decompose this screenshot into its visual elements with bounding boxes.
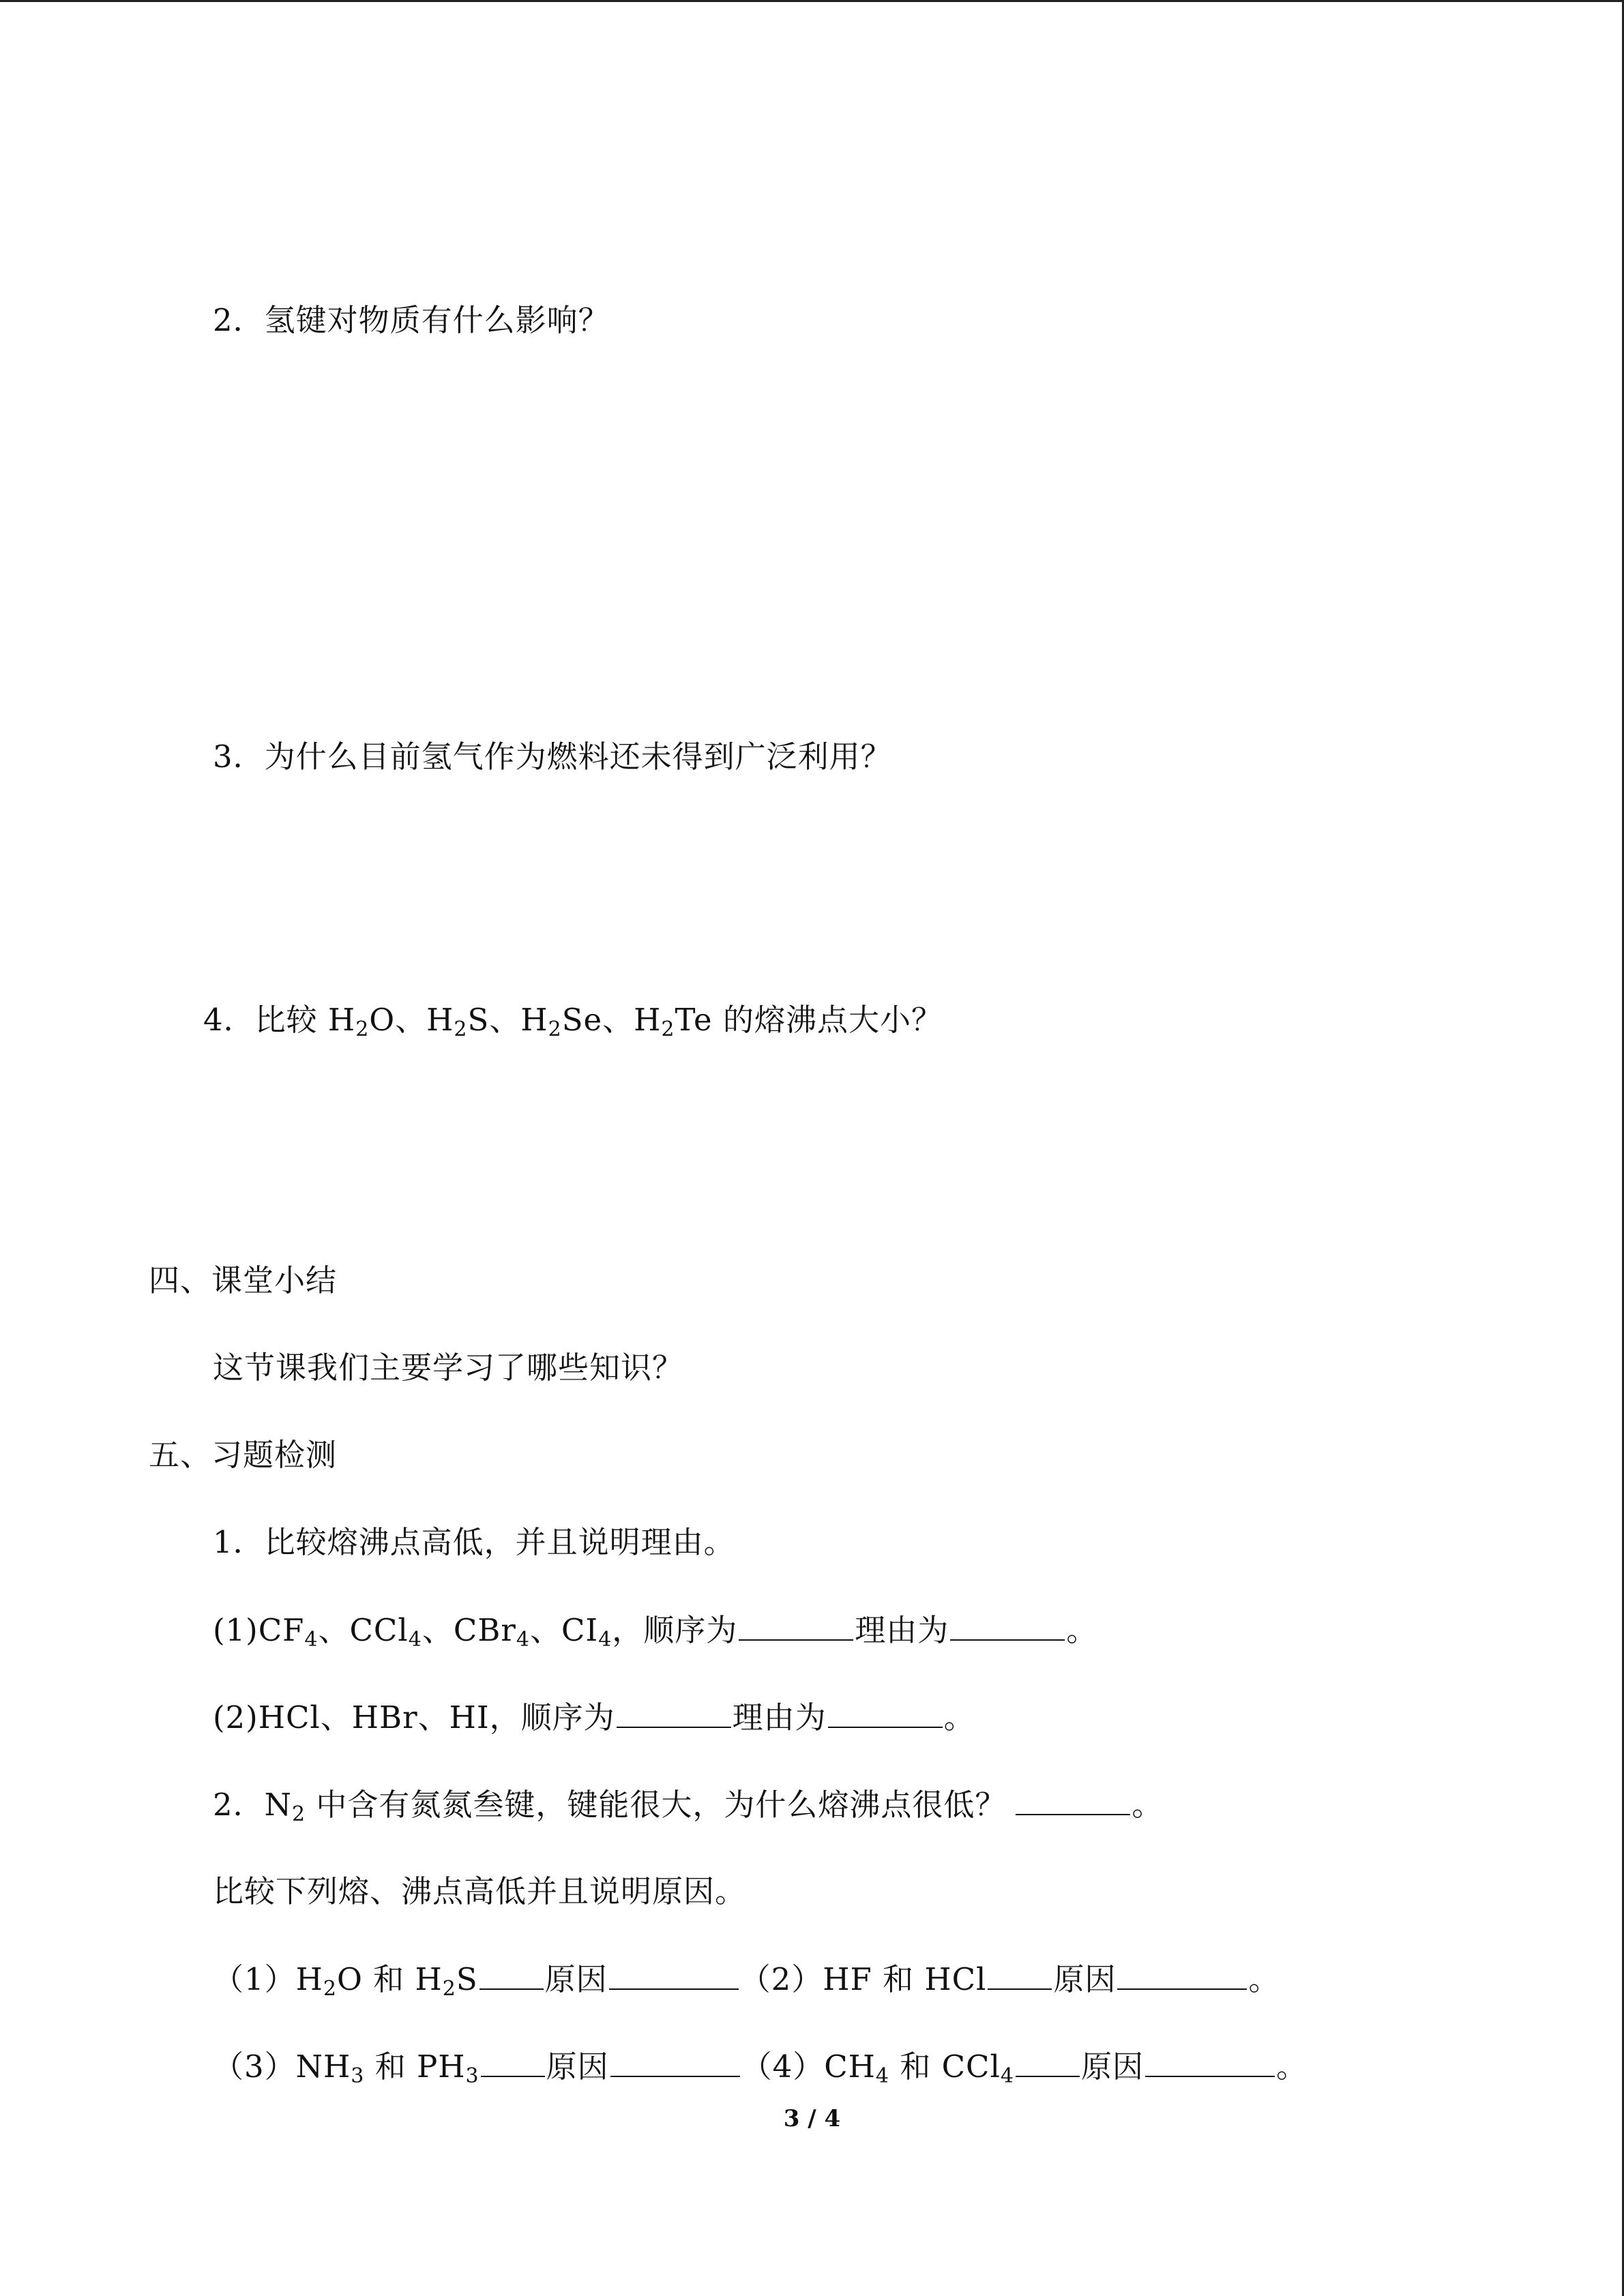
answer-blank[interactable] [1117,1958,1247,1990]
ex-subscript: 4 [408,1628,422,1652]
answer-blank[interactable] [1016,2046,1080,2077]
ex-subscript: 4 [875,2064,889,2088]
ex-subscript: 3 [465,2064,479,2088]
q4-subscript: 2 [548,1017,562,1041]
ex-text: ，顺序为 [612,1612,738,1648]
exercise-3-1 [213,1958,1280,2000]
section-4-text: 这节课我们主要学习了哪些知识？ [213,1350,684,1386]
answer-blank[interactable] [1145,2046,1275,2077]
ex-text: S [456,1961,478,1997]
exercise-1-2 [213,1697,975,1738]
ex-text: 、CI [529,1612,599,1648]
ex-subscript: 4 [516,1628,530,1652]
ex-text: （4）CH [741,2048,876,2085]
answer-blank[interactable] [828,1697,943,1728]
ex-text: 、CBr [422,1612,516,1648]
ex-text: (1)CF [213,1612,305,1648]
ex-text: 。 [943,1699,975,1735]
answer-blank[interactable] [610,2046,740,2077]
answer-blank[interactable] [609,1958,739,1990]
ex-text: 理由为 [732,1699,827,1735]
answer-blank[interactable] [739,1609,853,1641]
ex-text: 原因 [544,1961,608,1997]
ex-subscript: 4 [598,1628,612,1652]
ex-subscript: 2 [323,1977,337,2001]
page-number: 3 / 4 [783,2105,841,2132]
exercise-3: 比较下列熔、沸点高低并且说明原因。 [213,1873,747,1909]
ex-text: （3）NH [213,2048,351,2085]
exercise-3-2 [213,2046,1308,2087]
ex-text: 原因 [1053,1961,1117,1997]
q4-subscript: 2 [355,1017,370,1041]
q4-text: 4．比较 H [203,1002,356,1038]
ex-text: （1）H [213,1961,323,1997]
ex-subscript: 4 [304,1628,319,1652]
ex-text: (2)HCl、HBr、HI，顺序为 [213,1699,615,1735]
ex-subscript: 4 [1000,2064,1014,2088]
ex-subscript: 3 [351,2064,365,2088]
answer-blank[interactable] [481,2046,545,2077]
ex-text: 和 CCl [889,2048,1001,2085]
ex-text: 2．N [213,1787,293,1823]
answer-blank[interactable] [1016,1784,1130,1815]
question-2: 2．氢键对物质有什么影响？ [213,302,610,338]
answer-blank[interactable] [479,1958,544,1990]
q4-subscript: 2 [454,1017,468,1041]
answer-blank[interactable] [988,1958,1052,1990]
answer-blank[interactable] [617,1697,731,1728]
exercise-2 [213,1784,1163,1825]
ex-subscript: 2 [442,1977,456,2001]
section-5-title: 五、习题检测 [149,1437,338,1473]
ex-text: 。 [1066,1612,1098,1648]
ex-text: 。 [1248,1961,1280,1997]
ex-text: 原因 [1080,2048,1144,2085]
ex-text: 。 [1275,2048,1308,2085]
q4-text: S、H [467,1002,548,1038]
q4-subscript: 2 [661,1017,675,1041]
question-3: 3．为什么目前氢气作为燃料还未得到广泛利用？ [213,739,892,775]
question-4 [203,1000,943,1041]
q4-text: Te 的熔沸点大小？ [675,1002,943,1038]
ex-text: （2）HF 和 HCl [739,1961,987,1997]
ex-text: 和 PH [364,2048,466,2085]
q4-text: Se、H [561,1002,662,1038]
ex-subscript: 2 [292,1802,306,1826]
ex-text: 、CCl [318,1612,409,1648]
ex-text: 理由为 [855,1612,949,1648]
ex-text: 原因 [546,2048,609,2085]
section-4-title: 四、课堂小结 [149,1262,338,1298]
page-border-top [0,0,1624,2]
ex-text: 中含有氮氮叁键，键能很大，为什么熔沸点很低？ [306,1787,1007,1823]
q4-text: O、H [369,1002,454,1038]
ex-text: 。 [1132,1787,1164,1823]
answer-blank[interactable] [950,1609,1065,1641]
exercise-1: 1．比较熔沸点高低，并且说明理由。 [213,1524,735,1560]
ex-text: O 和 H [336,1961,443,1997]
exercise-1-1 [213,1609,1097,1651]
